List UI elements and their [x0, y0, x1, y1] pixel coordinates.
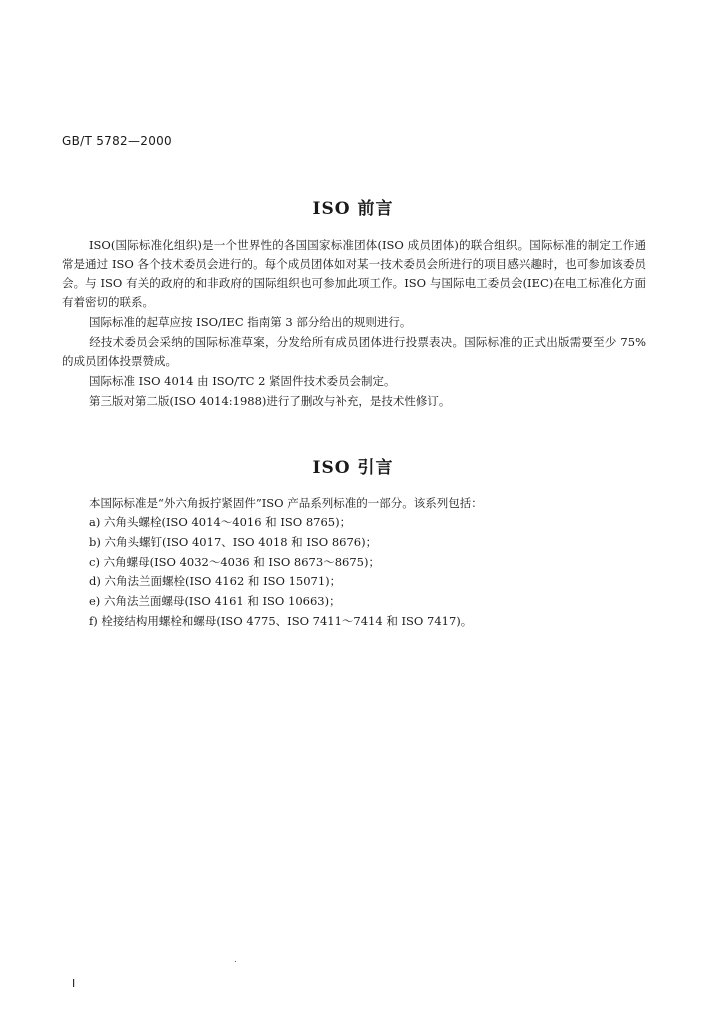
- foreword-paragraph-text: ISO(国际标准化组织)是一个世界性的各国国家标准团体(ISO 成员团体)的联合组织。国际标准的制定工作通常是通过 ISO 各个技术委员会进行的。每个成员团体如对某一技术委员会所进行的项目感兴趣时，也可参加该委员会。与 ISO 有关的政府的和非政府的国际组织也可参加此项工作。ISO 与国际电工委员会(IEC)在电工标准化方面有着密切的联系。: [62, 238, 646, 309]
- foreword-title: ISO 前言: [312, 199, 394, 219]
- product-series-list: [89, 513, 472, 632]
- foreword-paragraph: [62, 236, 646, 312]
- list-item: a) 六角头螺栓(ISO 4014～4016 和 ISO 8765)；: [89, 515, 352, 529]
- foreword-paragraph: [62, 313, 646, 332]
- list-item: b) 六角头螺钉(ISO 4017、ISO 4018 和 ISO 8676)；: [89, 534, 378, 549]
- foreword-paragraph: [62, 392, 646, 411]
- foreword-paragraph: [62, 372, 646, 391]
- foreword-paragraph-text: 国际标准 ISO 4014 由 ISO/TC 2 紧固件技术委员会制定。: [89, 374, 396, 388]
- page-number: I: [72, 977, 76, 990]
- introduction-lead: 本国际标准是“外六角扳拧紧固件”ISO 产品系列标准的一部分。该系列包括：: [89, 496, 483, 510]
- standard-code: GB/T 5782—2000: [62, 134, 172, 148]
- foreword-paragraph: [62, 333, 646, 371]
- list-item: e) 六角法兰面螺母(ISO 4161 和 ISO 10663)；: [89, 594, 341, 609]
- scan-speck: [235, 961, 236, 962]
- foreword-paragraph-text: 经技术委员会采纳的国际标准草案，分发给所有成员团体进行投票表决。国际标准的正式出版需要至少 75%的成员团体投票赞成。: [62, 335, 646, 368]
- list-item: c) 六角螺母(ISO 4032～4036 和 ISO 8673～8675)；: [89, 554, 380, 569]
- foreword-paragraph-text: 国际标准的起草应按 ISO/IEC 指南第 3 部分给出的规则进行。: [89, 315, 412, 329]
- foreword-paragraph-text: 第三版对第二版(ISO 4014:1988)进行了删改与补充，是技术性修订。: [89, 394, 451, 408]
- list-item: f) 栓接结构用螺栓和螺母(ISO 4775、ISO 7411～7414 和 ISO 7417)。: [89, 613, 473, 628]
- list-item: d) 六角法兰面螺栓(ISO 4162 和 ISO 15071)；: [89, 574, 342, 589]
- introduction-title: ISO 引言: [312, 458, 394, 478]
